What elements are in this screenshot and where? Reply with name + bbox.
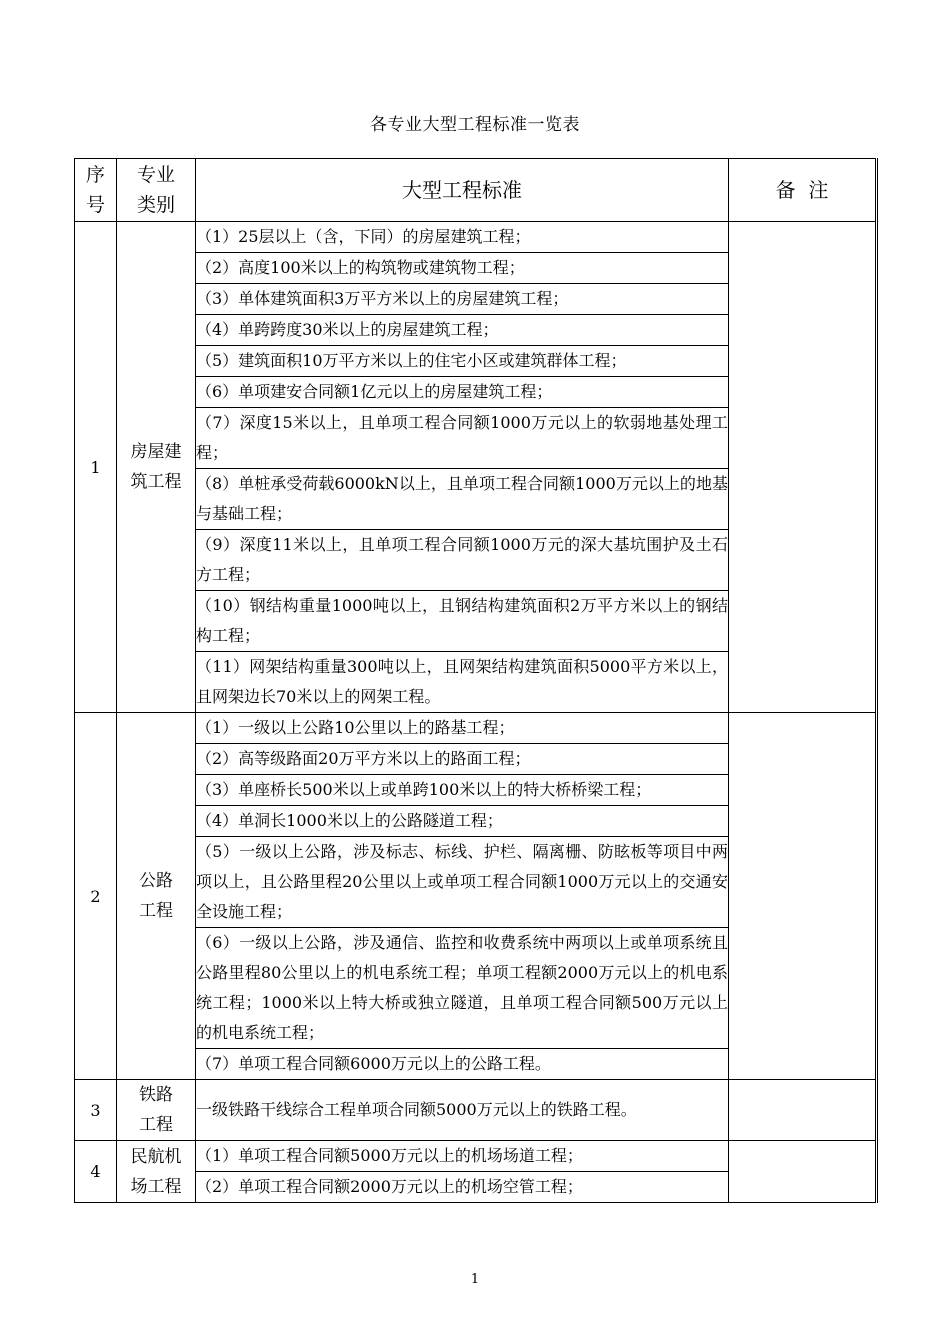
header-serial-number-line2: 号	[85, 194, 105, 216]
standard-item: （4）单洞长1000米以上的公路隧道工程；	[196, 806, 729, 837]
table-row	[75, 222, 877, 253]
standard-item: （5）一级以上公路，涉及标志、标线、护栏、隔离栅、防眩板等项目中两项以上，且公路里程20公里以上或单项工程合同额1000万元以上的交通安全设施工程；	[196, 837, 729, 928]
standard-item: （2）高度100米以上的构筑物或建筑物工程；	[196, 253, 729, 284]
header-note: 备 注	[729, 159, 877, 222]
category-line2: 筑工程	[130, 472, 182, 492]
header-serial-number-line1: 序	[85, 164, 105, 186]
standard-item: （6）单项建安合同额1亿元以上的房屋建筑工程；	[196, 377, 729, 408]
standard-item: （5）建筑面积10万平方米以上的住宅小区或建筑群体工程；	[196, 346, 729, 377]
standard-item: （7）单项工程合同额6000万元以上的公路工程。	[196, 1049, 729, 1080]
header-category	[117, 159, 196, 222]
standard-item: 一级铁路干线综合工程单项合同额5000万元以上的铁路工程。	[196, 1080, 729, 1141]
header-category-line1: 专业	[136, 164, 175, 186]
category-line1: 铁路	[139, 1085, 173, 1105]
standard-item: （1）单项工程合同额5000万元以上的机场场道工程；	[196, 1141, 729, 1172]
standard-item: （8）单桩承受荷载6000kN以上，且单项工程合同额1000万元以上的地基与基础工程；	[196, 469, 729, 530]
standard-item: （10）钢结构重量1000吨以上，且钢结构建筑面积2万平方米以上的钢结构工程；	[196, 591, 729, 652]
category-cell	[117, 222, 196, 713]
category-line1: 房屋建	[130, 442, 182, 462]
table-row	[75, 1141, 877, 1172]
standard-item: （1）25层以上（含，下同）的房屋建筑工程；	[196, 222, 729, 253]
row-number: 3	[75, 1080, 117, 1141]
note-cell	[729, 1080, 877, 1141]
standard-item: （4）单跨跨度30米以上的房屋建筑工程；	[196, 315, 729, 346]
standard-item: （2）单项工程合同额2000万元以上的机场空管工程；	[196, 1172, 729, 1203]
table-body	[75, 222, 877, 1203]
standard-item: （2）高等级路面20万平方米以上的路面工程；	[196, 744, 729, 775]
category-line2: 工程	[139, 901, 173, 921]
note-cell	[729, 713, 877, 1080]
standard-item: （9）深度11米以上，且单项工程合同额1000万元的深大基坑围护及土石方工程；	[196, 530, 729, 591]
header-serial-number	[75, 159, 117, 222]
standards-table	[74, 158, 878, 1203]
category-line2: 工程	[139, 1115, 173, 1135]
standard-item: （3）单座桥长500米以上或单跨100米以上的特大桥桥梁工程；	[196, 775, 729, 806]
standard-item: （7）深度15米以上，且单项工程合同额1000万元以上的软弱地基处理工程；	[196, 408, 729, 469]
category-cell	[117, 1141, 196, 1203]
standard-item: （6）一级以上公路，涉及通信、监控和收费系统中两项以上或单项系统且公路里程80公里以上的机电系统工程；单项工程额2000万元以上的机电系统工程；1000米以上特大桥或独立隧道，且单项工程合同额500万元以上的机电系统工程；	[196, 928, 729, 1049]
table-header-row	[75, 159, 877, 222]
category-cell	[117, 1080, 196, 1141]
note-cell	[729, 222, 877, 713]
standard-item: （1）一级以上公路10公里以上的路基工程；	[196, 713, 729, 744]
page-title: 各专业大型工程标准一览表	[370, 115, 580, 135]
standard-item: （11）网架结构重量300吨以上，且网架结构建筑面积5000平方米以上，且网架边长70米以上的网架工程。	[196, 652, 729, 713]
standard-item: （3）单体建筑面积3万平方米以上的房屋建筑工程；	[196, 284, 729, 315]
header-category-line2: 类别	[136, 194, 175, 216]
table-row	[75, 1080, 877, 1141]
header-standard: 大型工程标准	[196, 159, 729, 222]
table-row	[75, 713, 877, 744]
row-number: 2	[75, 713, 117, 1080]
note-cell	[729, 1141, 877, 1203]
row-number: 4	[75, 1141, 117, 1203]
category-line1: 民航机	[130, 1146, 182, 1167]
page-number: 1	[470, 1272, 480, 1287]
row-number: 1	[75, 222, 117, 713]
category-cell	[117, 713, 196, 1080]
category-line1: 公路	[139, 871, 173, 891]
category-line2: 场工程	[130, 1176, 182, 1197]
